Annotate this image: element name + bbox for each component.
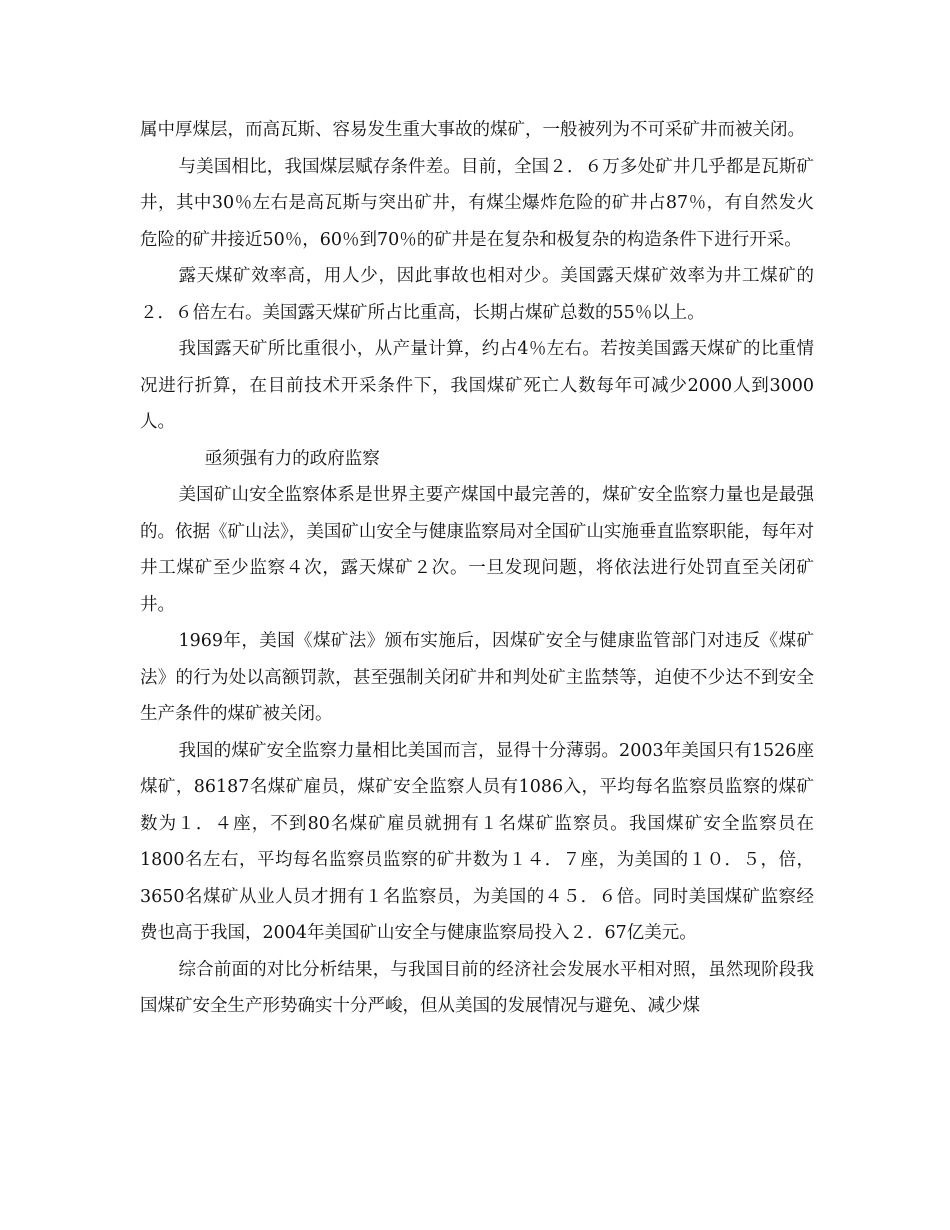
paragraph-us-supervision: 美国矿山安全监察体系是世界主要产煤国中最完善的，煤矿安全监察力量也是最强的。依据《矿山法》，美国矿山安全与健康监察局对全国矿山实施垂直监察职能，每年对井工煤矿至少监察４次，露天煤矿２次。一旦发现问题，将依法进行处罚直至关闭矿井。 (140, 485, 814, 615)
document-body (140, 112, 814, 1025)
paragraph-coal-mine-act: 1969年，美国《煤矿法》颁布实施后，因煤矿安全与健康监管部门对违反《煤矿法》的行为处以高额罚款，甚至强制关闭矿井和判处矿主监禁等，迫使不少达不到安全生产条件的煤矿被关闭。 (140, 631, 814, 724)
paragraph-supervision-comparison: 我国的煤矿安全监察力量相比美国而言，显得十分薄弱。2003年美国只有1526座煤矿，86187名煤矿雇员，煤矿安全监察人员有1086入，平均每名监察员监察的煤矿数为１．４座，不到80名煤矿雇员就拥有１名煤矿监察员。我国煤矿安全监察员在1800名左右，平均每名监察员监察的矿井数为１４．７座，为美国的１０．５，倍，3650名煤矿从业人员才拥有１名监察员，为美国的４５．６倍。同时美国煤矿监察经费也高于我国，2004年美国矿山安全与健康监察局投入２．67亿美元。 (140, 740, 814, 943)
section-heading: 亟须强有力的政府监察 (204, 448, 380, 469)
paragraph-open-pit-efficiency: 露天煤矿效率高，用人少，因此事故也相对少。美国露天煤矿效率为井工煤矿的２．６倍左右。美国露天煤矿所占比重高，长期占煤矿总数的55％以上。 (140, 266, 814, 323)
paragraph-coal-seam-conditions: 与美国相比，我国煤层赋存条件差。目前，全国２．６万多处矿井几乎都是瓦斯矿井，其中30％左右是高瓦斯与突出矿井，有煤尘爆炸危险的矿井占87％，有自然发火危险的矿井接近50％，60％到70％的矿井是在复杂和极复杂的构造条件下进行开采。 (140, 156, 814, 250)
paragraph-continuation: 属中厚煤层，而高瓦斯、容易发生重大事故的煤矿，一般被列为不可采矿井而被关闭。 (140, 120, 805, 140)
paragraph-conclusion: 综合前面的对比分析结果，与我国目前的经济社会发展水平相对照，虽然现阶段我国煤矿安全生产形势确实十分严峻，但从美国的发展情况与避免、减少煤 (140, 959, 814, 1016)
paragraph-open-pit-share: 我国露天矿所比重很小，从产量计算，约占4％左右。若按美国露天煤矿的比重情况进行折算，在目前技术开采条件下，我国煤矿死亡人数每年可减少2000人到3000人。 (140, 339, 814, 432)
